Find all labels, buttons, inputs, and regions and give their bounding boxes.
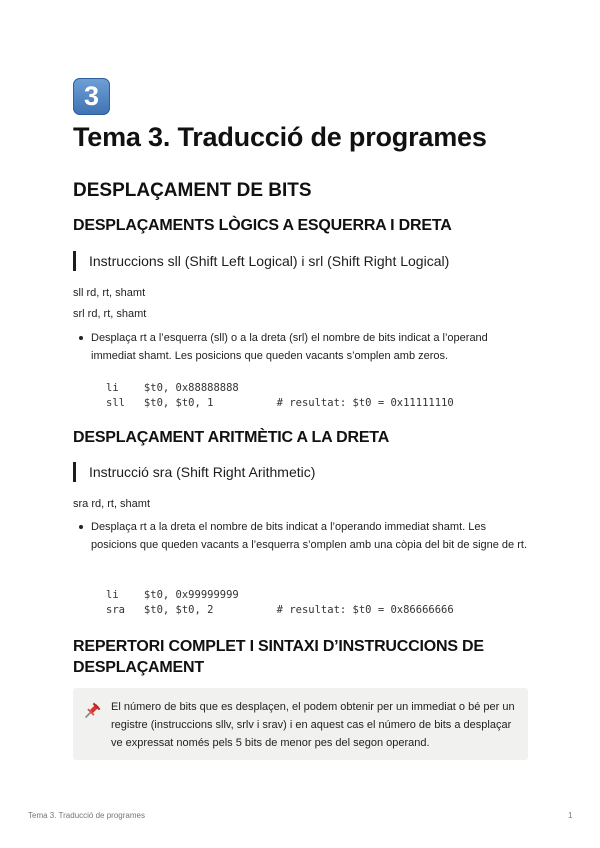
quote-sll-srl: Instruccions sll (Shift Left Logical) i srl (Shift Right Logical)	[73, 251, 449, 271]
bullet-text: Desplaça rt a l’esquerra (sll) o a la dreta (srl) el nombre de bits indicat a l’operand immediat shamt. Les posicions que queden vacants s’omplen amb zeros.	[91, 332, 488, 362]
footer-title: Tema 3. Traducció de programes	[28, 811, 145, 820]
code-line-li-1: li $t0, 0x88888888	[106, 382, 239, 394]
bullet-dot	[79, 525, 83, 529]
quote-sra: Instrucció sra (Shift Right Arithmetic)	[73, 462, 315, 482]
page-title: Tema 3. Traducció de programes	[73, 122, 487, 152]
callout-box	[73, 688, 528, 760]
syntax-sll: sll rd, rt, shamt	[73, 287, 146, 299]
heading-line-2: DESPLAÇAMENT	[73, 659, 204, 676]
list-item-sra-description	[79, 518, 529, 554]
heading-desplacament-de-bits: DESPLAÇAMENT DE BITS	[73, 180, 312, 201]
code-line-sll: sll $t0, $t0, 1 # resultat: $t0 = 0x11111110	[106, 397, 454, 409]
callout-text: El número de bits que es desplaçen, el podem obtenir per un immediat o bé per un registre (instruccions sllv, srlv i srav) i en aquest cas el número de bits a desplaçar ve expressat només pels 5 bits de menor pes del segon operand.	[111, 701, 515, 749]
heading-repertori-complet	[73, 636, 484, 678]
syntax-srl: srl rd, rt, shamt	[73, 308, 147, 320]
pushpin-icon	[83, 700, 103, 720]
heading-desplacaments-logics: DESPLAÇAMENTS LÒGICS A ESQUERRA I DRETA	[73, 217, 452, 234]
footer-page-number: 1	[568, 811, 573, 820]
syntax-sra: sra rd, rt, shamt	[73, 498, 151, 510]
code-line-sra: sra $t0, $t0, 2 # resultat: $t0 = 0x86666666	[106, 604, 454, 616]
bullet-text: Desplaça rt a la dreta el nombre de bits indicat a l’operando immediat shamt. Les posicions que queden vacants a l’esquerra s’omplen amb una còpia del bit de signe de rt.	[91, 521, 527, 551]
bullet-dot	[79, 336, 83, 340]
list-item-sll-srl-description	[79, 329, 529, 365]
heading-line-1: REPERTORI COMPLET I SINTAXI D’INSTRUCCIONS DE	[73, 638, 484, 655]
code-line-li-2: li $t0, 0x99999999	[106, 589, 239, 601]
heading-desplacament-aritmetic: DESPLAÇAMENT ARITMÈTIC A LA DRETA	[73, 429, 390, 446]
keycap-3-emoji: 3	[73, 78, 110, 115]
